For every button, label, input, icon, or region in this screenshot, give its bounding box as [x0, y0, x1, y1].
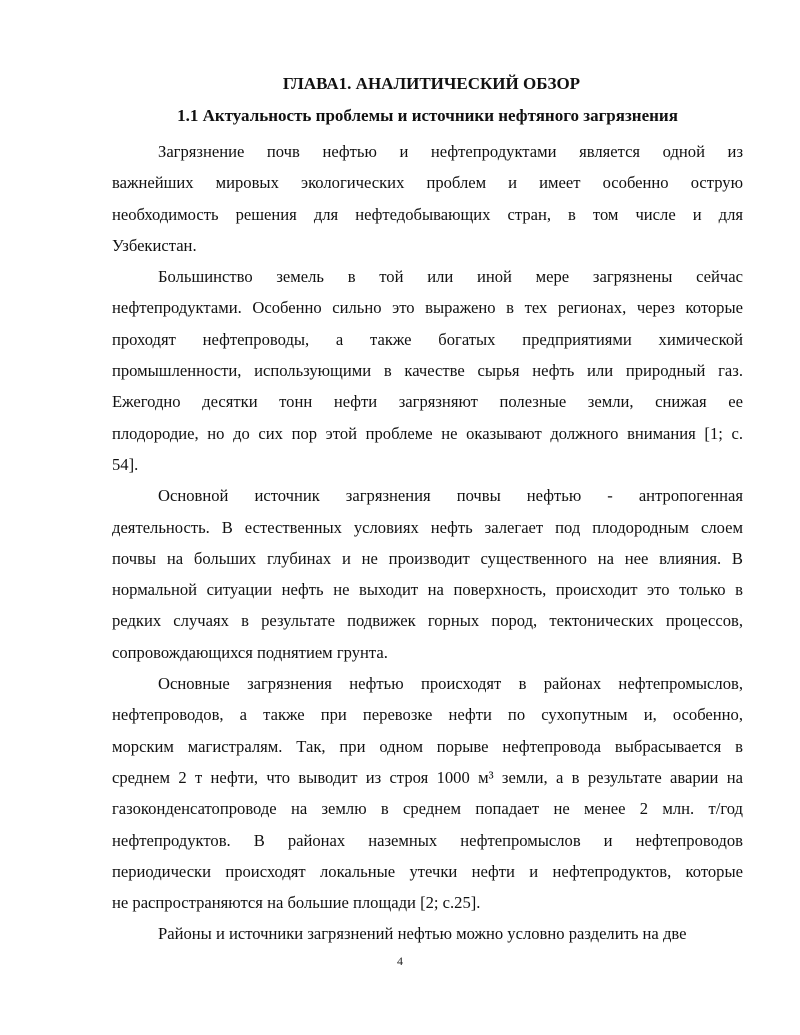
- text-line: не распространяются на большие площади [2; с.25].: [112, 893, 481, 913]
- text-line: Большинство земель в той или иной мере загрязнены сейчас: [158, 267, 743, 287]
- paragraph: [112, 136, 743, 261]
- text-line: нефтепродуктами. Особенно сильно это выражено в тех регионах, через которые: [112, 298, 743, 318]
- paragraph: [112, 668, 743, 918]
- text-line: среднем 2 т нефти, что выводит из строя 1000 м³ земли, а в результате аварии на: [112, 767, 743, 787]
- body-text: [112, 136, 743, 950]
- text-line: Районы и источники загрязнений нефтью можно условно разделить на две: [158, 924, 687, 944]
- text-line: промышленности, использующими в качестве сырья нефть или природный газ.: [112, 361, 743, 381]
- text-line: Ежегодно десятки тонн нефти загрязняют полезные земли, снижая ее: [112, 392, 743, 412]
- paragraph: [112, 261, 743, 480]
- text-line: газоконденсатопроводе на землю в среднем попадает не менее 2 млн. т/год: [112, 799, 743, 819]
- text-line: важнейших мировых экологических проблем и имеет особенно острую: [112, 173, 743, 193]
- text-line: нормальной ситуации нефть не выходит на поверхность, происходит это только в: [112, 580, 743, 600]
- text-line: почвы на больших глубинах и не производит существенного на нее влияния. В: [112, 548, 743, 568]
- chapter-title: ГЛАВА1. АНАЛИТИЧЕСКИЙ ОБЗОР: [282, 74, 581, 93]
- text-line: нефтепроводов, а также при перевозке нефти по сухопутным и, особенно,: [112, 705, 743, 725]
- text-line: редких случаях в результате подвижек горных пород, тектонических процессов,: [112, 611, 743, 631]
- text-line: сопровождающихся поднятием грунта.: [112, 642, 388, 662]
- text-line: Загрязнение почв нефтью и нефтепродуктами является одной из: [158, 142, 743, 161]
- text-line: Основные загрязнения нефтью происходят в районах нефтепромыслов,: [158, 674, 743, 694]
- document-page: [112, 72, 743, 950]
- text-line: деятельность. В естественных условиях нефть залегает под плодородным слоем: [112, 517, 743, 537]
- text-line: морским магистралям. Так, при одном порыве нефтепровода выбрасывается в: [112, 736, 743, 756]
- text-line: плодородие, но до сих пор этой проблеме не оказывают должного внимания [1; с.: [112, 423, 743, 443]
- text-line: Узбекистан.: [112, 235, 197, 255]
- text-line: периодически происходят локальные утечки нефти и нефтепродуктов, которые: [112, 861, 743, 881]
- text-line: необходимость решения для нефтедобывающих стран, в том числе и для: [112, 204, 743, 224]
- paragraph: [112, 918, 743, 949]
- text-line: проходят нефтепроводы, а также богатых предприятиями химической: [112, 329, 743, 349]
- text-line: 54].: [112, 454, 139, 474]
- text-line: Основной источник загрязнения почвы нефтью - антропогенная: [158, 486, 743, 506]
- section-title: 1.1 Актуальность проблемы и источники нефтяного загрязнения: [177, 106, 678, 125]
- page-number: 4: [397, 954, 403, 968]
- paragraph: [112, 480, 743, 668]
- text-line: нефтепродуктов. В районах наземных нефтепромыслов и нефтепроводов: [112, 830, 743, 850]
